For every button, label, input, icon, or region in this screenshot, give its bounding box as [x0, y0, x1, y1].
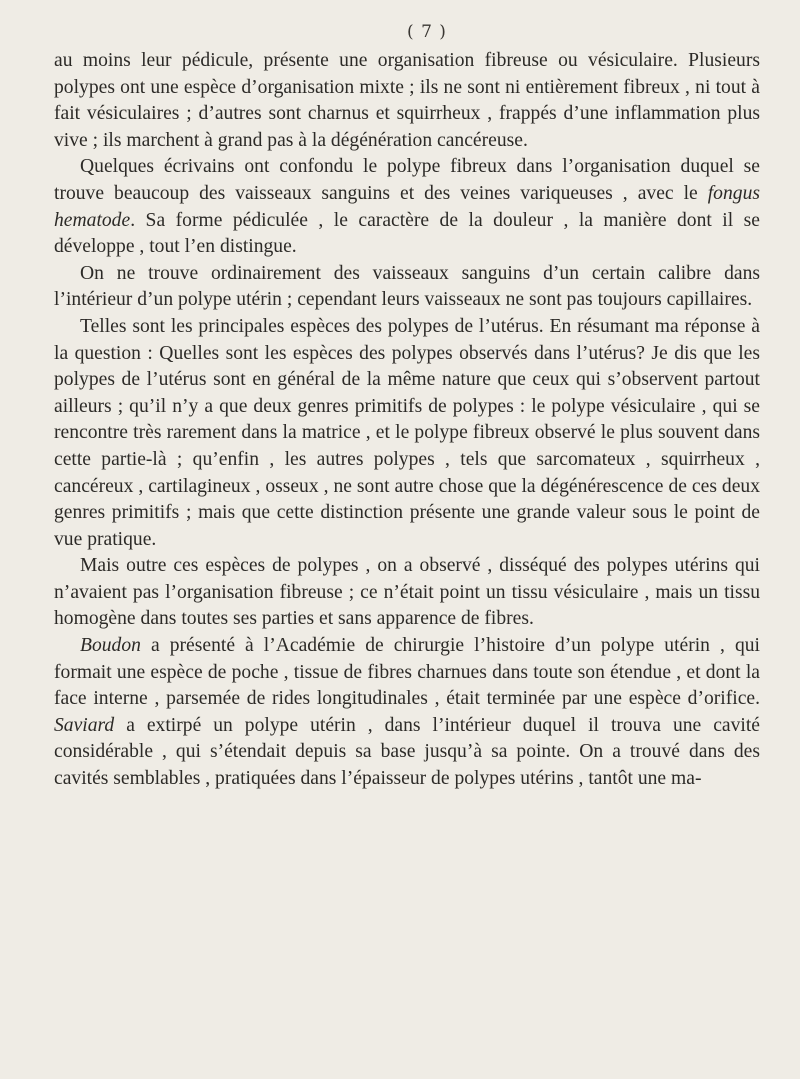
paragraph-4 [54, 314, 760, 553]
body-text [54, 48, 760, 793]
italic-name-boudon: Boudon [80, 635, 141, 657]
text-run: a extirpé un polype utérin , dans l’intérieur duquel il trouva une cavité considérable , qui s’étendait depuis sa base jusqu’à sa pointe. On a trouvé dans des cavités semblables , pratiquées dans l’épaisseur de polypes utérins , tantôt une ma- [54, 714, 760, 790]
italic-term-fongus-hematode: fongus hematode [54, 182, 760, 231]
paragraph-1 [54, 48, 760, 154]
text-run: Quelques écrivains ont confondu le polype fibreux dans l’organisation duquel se trouve beaucoup des vaisseaux sanguins et des veines variqueuses , avec le [54, 156, 760, 204]
paragraph-2 [54, 154, 760, 260]
text-run: a présenté à l’Académie de chirurgie l’histoire d’un polype utérin , qui formait une espèce de poche , tissue de fibres charnues dans toute son étendue , et dont la face interne , parsemée de rides longitudinales , était terminée par une espèce d’orifice. [54, 635, 760, 710]
paragraph-5 [54, 553, 760, 633]
paragraph-3 [54, 261, 760, 314]
italic-name-saviard: Saviard [54, 714, 115, 736]
paragraph-6 [54, 633, 760, 793]
text-run: Mais outre ces espèces de polypes , on a observé , disséqué des polypes utérins qui n’avaient pas l’organisation fibreuse ; ce n’était point un tissu vésiculaire , mais un tissu homogène dans toutes ses parties et sans apparence de fibres. [54, 555, 760, 630]
text-run: au moins leur pédicule, présente une organisation fibreuse ou vésiculaire. Plusieurs polypes ont une espèce d’organisation mixte ; ils ne sont ni entièrement fibreux , ni tout à fait vésiculaires ; d’autres sont charnus et squirrheux , frappés d’une inflammation plus vive ; ils marchent à grand pas à la dégénération cancéreuse. [54, 50, 760, 151]
text-run: Telles sont les principales espèces des polypes de l’utérus. En résumant ma réponse à la question : Quelles sont les espèces des polypes observés dans l’utérus? Je dis que les polypes de l’utérus sont en général de la même nature que ceux qui s’observent partout ailleurs ; qu’il n’y a que deux genres primitifs de polypes : le polype vésiculaire , qui se rencontre très rarement dans la matrice , et le polype fibreux observé le plus souvent dans cette partie-là ; qu’enfin , les autres polypes , tels que sarcomateux , squirrheux , cancéreux , cartilagineux , osseux , ne sont autre chose que la dégénérescence de ces deux genres primitifs ; mais que cette distinction présente une grande valeur sous le point de vue pratique. [54, 315, 760, 550]
text-run: On ne trouve ordinairement des vaisseaux sanguins d’un certain calibre dans l’intérieur d’un polype utérin ; cependant leurs vaisseaux ne sont pas toujours capillaires. [54, 262, 760, 311]
page-number: ( 7 ) [407, 22, 447, 42]
text-run: . Sa forme pédiculée , le caractère de la douleur , la manière dont il se développe , tout l’en distingue. [54, 209, 760, 258]
